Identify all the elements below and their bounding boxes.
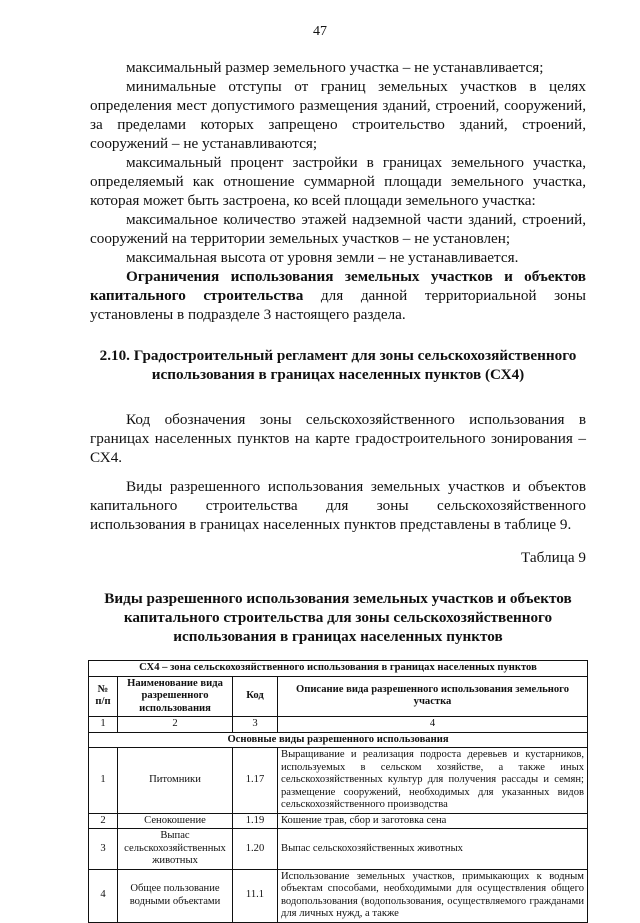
- table-caption: Таблица 9: [521, 549, 586, 566]
- table-header-row: [89, 676, 588, 717]
- row-num: 2: [89, 813, 118, 829]
- col-header-code: Код: [233, 676, 278, 717]
- paragraph-types: Виды разрешенного использования земельных участков и объектов капитального строительства для зоны сельскохозяйственного использования в границах населенных пунктов представлены в таблице 9.: [90, 478, 586, 533]
- col-number: 1: [89, 717, 118, 733]
- col-header-num: № п/п: [89, 676, 118, 717]
- page-number: 47: [313, 24, 327, 39]
- table-colnum-row: [89, 717, 588, 733]
- row-code: 1.17: [233, 748, 278, 814]
- section-label: Основные виды разрешенного использования: [89, 732, 588, 748]
- paragraph: максимальный процент застройки в границах земельного участка, определяемый как отношение суммарной площади земельного участка, которая может быть застроена, ко всей площади земельного участка:: [90, 154, 586, 209]
- row-name: Питомники: [118, 748, 233, 814]
- row-name: Общее пользование водными объектами: [118, 869, 233, 922]
- col-header-name: Наименование вида разрешенного использования: [118, 676, 233, 717]
- paragraph: максимальный размер земельного участка – не устанавливается;: [126, 59, 544, 76]
- row-code: 1.20: [233, 829, 278, 870]
- table-title: Виды разрешенного использования земельных участков и объектов капитального строительства для зоны сельскохозяйственного использования в границах населенных пунктов: [104, 590, 572, 645]
- row-name: Сенокошение: [118, 813, 233, 829]
- row-desc: Выращивание и реализация подроста деревьев и кустарников, используемых в сельском хозяйстве, а также иных сельскохозяйственных культур для получения рассады и семян; размещение сооружений, необходимых для указанных видов сельскохозяйственного производства: [278, 748, 588, 814]
- table-row: [89, 869, 588, 922]
- col-number: 2: [118, 717, 233, 733]
- table-row: [89, 748, 588, 814]
- col-header-desc: Описание вида разрешенного использования земельного участка: [278, 676, 588, 717]
- document-body: [90, 58, 586, 923]
- paragraph-code: Код обозначения зоны сельскохозяйственного использования в границах населенных пунктов на карте градостроительного зонирования – СХ4.: [90, 411, 586, 466]
- table-zone-header-row: [89, 661, 588, 677]
- row-desc: Выпас сельскохозяйственных животных: [278, 829, 588, 870]
- paragraph: минимальные отступы от границ земельных участков в целях определения мест допустимого размещения зданий, строений, сооружений, за пределами которых запрещено строительство зданий, строений, сооружений – не устанавливаются;: [90, 78, 586, 152]
- row-desc: Кошение трав, сбор и заготовка сена: [278, 813, 588, 829]
- restriction-paragraph: [90, 267, 586, 324]
- table-row: [89, 829, 588, 870]
- usage-table: [88, 660, 588, 923]
- row-num: 1: [89, 748, 118, 814]
- table-row: [89, 813, 588, 829]
- restriction-bold: Ограничения использования земельных участков и объектов капитального строительства: [90, 268, 586, 304]
- paragraph: максимальное количество этажей надземной части зданий, строений, сооружений на территории земельных участков – не установлен;: [90, 211, 586, 247]
- row-code: 1.19: [233, 813, 278, 829]
- row-code: 11.1: [233, 869, 278, 922]
- restriction-rest: для данной территориальной зоны установлены в подразделе 3 настоящего раздела.: [90, 287, 586, 323]
- table-section-row: [89, 732, 588, 748]
- row-desc: Использование земельных участков, примыкающих к водным объектам способами, необходимыми для осуществления общего водопользования (водопользования, осуществляемого гражданами для личных нужд, а также: [278, 869, 588, 922]
- col-number: 3: [233, 717, 278, 733]
- paragraph: максимальная высота от уровня земли – не устанавливается.: [126, 249, 519, 266]
- zone-header: СХ4 – зона сельскохозяйственного использования в границах населенных пунктов: [89, 661, 588, 677]
- row-name: Выпас сельскохозяйственных животных: [118, 829, 233, 870]
- col-number: 4: [278, 717, 588, 733]
- row-num: 3: [89, 829, 118, 870]
- section-heading: 2.10. Градостроительный регламент для зоны сельскохозяйственного использования в границах населенных пунктов (СХ4): [99, 347, 577, 383]
- row-num: 4: [89, 869, 118, 922]
